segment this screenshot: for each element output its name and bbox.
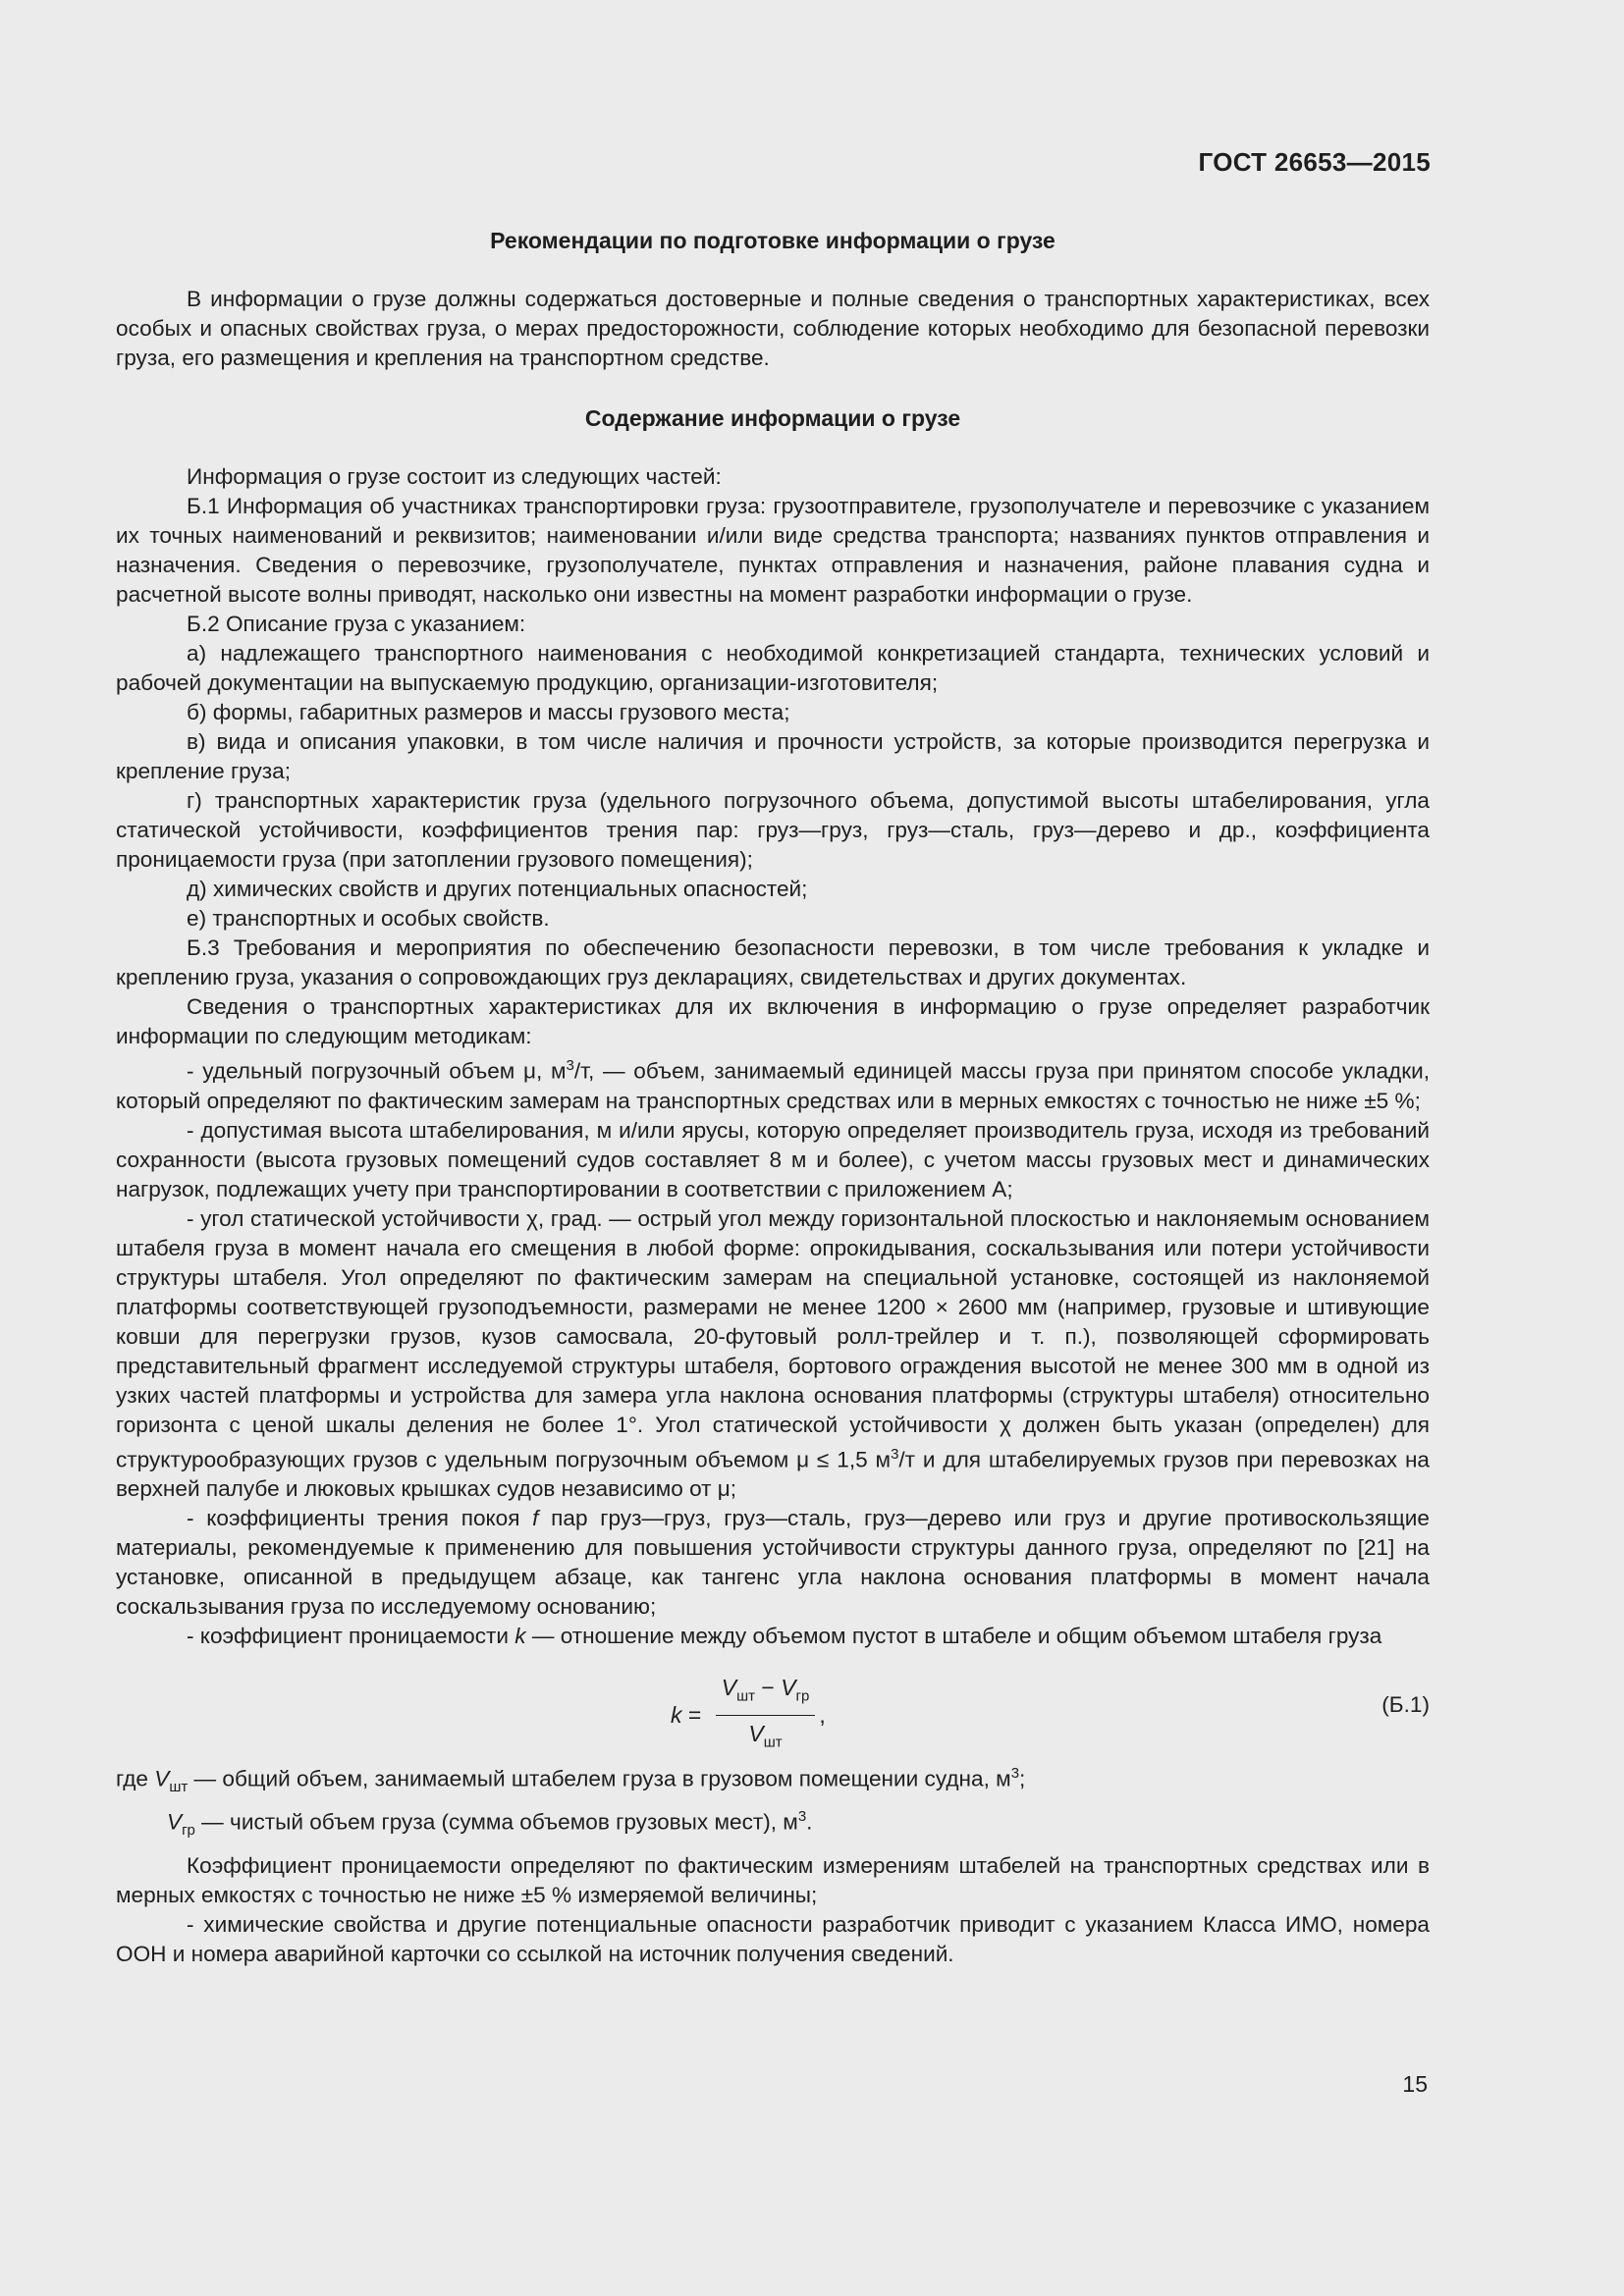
formula-denominator: $V_{шт}$	[748, 1720, 783, 1751]
paragraph-parts: Информация о грузе состоит из следующих частей:	[187, 464, 722, 489]
paragraph-permeability-measure: Коэффициент проницаемости определяют по фактическим измерениям штабелей на транспортных средствах или в мерных емкостях с точностью не ниже ±5 % измеряемой величины;	[116, 1853, 1430, 1908]
list-item-g: г) транспортных характеристик груза (удельного погрузочного объема, допустимой высоты штабелирования, угла статической устойчивости, коэффициентов трения пар: груз—груз, груз—сталь, груз—дерево и др., коэффициента проницаемости груза (при затоплении грузового помещения);	[116, 788, 1430, 872]
intro-block	[116, 285, 1430, 373]
list-item-b: б) формы, габаритных размеров и массы грузового места;	[187, 700, 790, 724]
list-item-a: а) надлежащего транспортного наименования с необходимой конкретизацией стандарта, технических условий и рабочей документации на выпускаемую продукцию, организации-изготовителя;	[116, 641, 1430, 695]
list-item-e: е) транспортных и особых свойств.	[187, 906, 550, 931]
formula-b1	[116, 1667, 1430, 1749]
paragraph-methods: Сведения о транспортных характеристиках для их включения в информацию о грузе определяет разработчик информации по следующим методикам:	[116, 994, 1430, 1048]
intro-paragraph: В информации о грузе должны содержаться достоверные и полные сведения о транспортных характеристиках, всех особых и опасных свойствах груза, о мерах предосторожности, соблюдение которых необходимо для безопасной перевозки груза, его размещения и крепления на транспортном средстве.	[116, 287, 1430, 370]
main-text	[116, 462, 1430, 1969]
where-line-1: где $V_{шт}$ — общий объем, занимаемый штабелем груза в грузовом помещении судна, $м^3$;	[116, 1765, 1026, 1796]
section-heading-recommendations: Рекомендации по подготовке информации о грузе	[490, 228, 1056, 253]
formula-expression: k = $\frac{V_{шт} - V_{гр}}{V_{шт}}$ ,	[671, 1673, 826, 1757]
paragraph-b3: Б.3 Требования и мероприятия по обеспечению безопасности перевозки, в том числе требования к укладке и креплению груза, указания о сопровождающих груз декларациях, свидетельствах и других документах.	[116, 935, 1430, 989]
formula-number: (Б.1)	[1381, 1692, 1430, 1718]
method-stacking-height: - допустимая высота штабелирования, м и/или ярусы, которую определяет производитель груза, исходя из требований сохранности (высота грузовых помещений судов составляет 8 м и более), с учетом массы грузовых мест и динамических нагрузок, подлежащих учету при транспортировании в соответствии с приложением А;	[116, 1117, 1430, 1201]
formula-numerator: $V_{шт} - V_{гр}$	[716, 1673, 816, 1716]
standard-code: ГОСТ 26653—2015	[1198, 147, 1431, 177]
paragraph-b2: Б.2 Описание груза с указанием:	[187, 612, 526, 636]
method-chemical-properties: - химические свойства и другие потенциальные опасности разработчик приводит с указанием Класса ИМО, номера ООН и номера аварийной карточки со ссылкой на источник получения сведений.	[116, 1912, 1430, 1967]
method-permeability: - коэффициент проницаемости k — отношение между объемом пустот в штабеле и общим объемом штабеля груза	[187, 1624, 1382, 1649]
list-item-v: в) вида и описания упаковки, в том числе наличия и прочности устройств, за которые производится перегрузка и крепление груза;	[116, 729, 1430, 783]
where-line-2: $V_{гр}$ — чистый объем груза (сумма объемов грузовых мест), $м^3$.	[167, 1808, 813, 1840]
method-specific-volume: - удельный погрузочный объем μ, $м^3/т$, — объем, занимаемый единицей массы груза при принятом способе укладки, который определяют по фактическим замерам на транспортных средствах или в мерных емкостях с точностью не ниже ±5 %;	[116, 1057, 1431, 1113]
method-stability-angle: - угол статической устойчивости χ, град. — острый угол между горизонтальной плоскостью и наклоняемым основанием штабеля груза в момент начала его смещения в любой форме: опрокидывания, соскальзывания или потери устойчивости структуры штабеля. Угол определяют по фактическим замерам на специальной установке, состоящей из наклоняемой платформы соответствующей грузоподъемности, размерами не менее 1200 × 2600 мм (например, грузовые и штивующие ковши для перегрузки грузов, кузов самосвала, 20-футовый ролл-трейлер и т. п.), позволяющей сформировать представительный фрагмент исследуемой структуры штабеля, бортового ограждения высотой не менее 300 мм в одной из узких частей платформы и устройства для замера угла наклона основания платформы (структуры штабеля) относительно горизонта с ценой шкалы деления не более 1°. Угол статической устойчивости χ должен быть указан (определен) для структурообразующих грузов с удельным погрузочным объемом μ ≤ 1,5 $м^3/т$ и для штабелируемых грузов при перевозках на верхней палубе и люковых крышках судов независимо от μ;	[116, 1205, 1430, 1502]
paragraph-b1: Б.1 Информация об участниках транспортировки груза: грузоотправителе, грузополучателе и перевозчике с указанием их точных наименований и реквизитов; наименовании и/или виде средства транспорта; названиях пунктов отправления и назначения. Сведения о перевозчике, грузополучателе, пунктах отправления и назначения, районе плавания судна и расчетной высоте волны приводят, насколько они известны на момент разработки информации о грузе.	[116, 494, 1430, 607]
list-item-d: д) химических свойств и других потенциальных опасностей;	[187, 877, 808, 901]
page-number: 15	[1402, 2071, 1428, 2097]
section-heading-content: Содержание информации о грузе	[584, 405, 961, 431]
formula-fraction	[716, 1673, 816, 1757]
method-friction: - коэффициенты трения покоя f пар груз—груз, груз—сталь, груз—дерево или груз и другие противоскользящие материалы, рекомендуемые к применению для повышения устойчивости структуры данного груза, определяют по [21] на установке, описанной в предыдущем абзаце, как тангенс угла наклона основания платформы в момент начала соскальзывания груза по исследуемому основанию;	[116, 1506, 1430, 1620]
